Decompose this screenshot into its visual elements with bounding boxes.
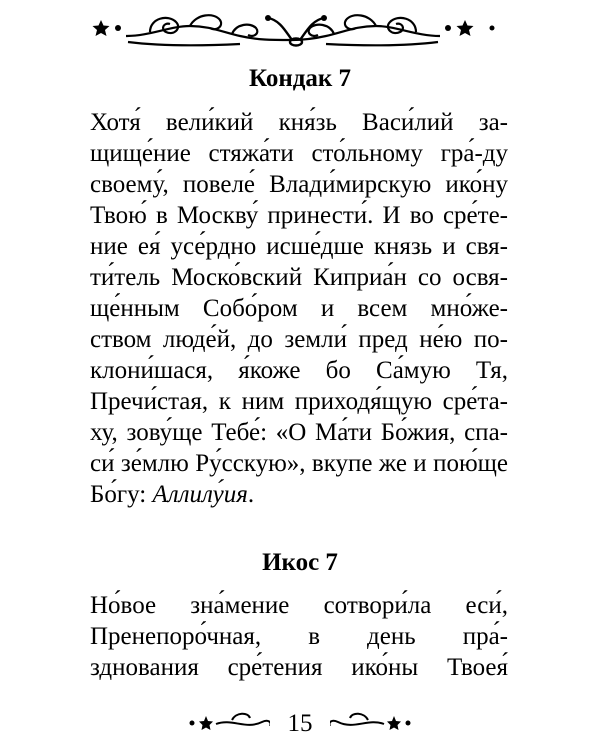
- page-number: 15: [270, 709, 330, 739]
- text-line: Пренепоро́чная, в день пра́-: [90, 623, 508, 650]
- text-line: ху, зову́ще Тебе́: «О Ма́ти Бо́жия, спа-: [90, 419, 508, 446]
- top-ornament: [0, 6, 600, 52]
- ikos-text: [90, 590, 508, 683]
- text-line: ти́тель Моско́вский Киприа́н со освя-: [90, 264, 508, 291]
- text-line: ние ея́ усе́рдно исше́дше князь и свя-: [90, 233, 508, 260]
- text-line: Твою́ в Москву́ принести́. И во сре́те-: [90, 202, 508, 229]
- text-prefix: Бо́гу:: [90, 481, 153, 508]
- text-line: щище́ние стяжа́ти сто́льному гра́-ду: [90, 140, 508, 167]
- text-line: Хотя́ вели́кий кня́зь Васи́лий за-: [90, 109, 508, 136]
- text-line: Но́вое зна́мение сотвори́ла еси́,: [90, 592, 508, 619]
- text-line: Пречи́стая, к ним приходя́щую сре́та-: [90, 388, 508, 415]
- floral-ornament-icon: [0, 6, 600, 52]
- kondak-title: Кондак 7: [248, 65, 352, 92]
- text-line: ством люде́й, до земли́ пред не́ю по-: [90, 326, 508, 353]
- kondak-text: [90, 107, 508, 510]
- text-line: си́ зе́млю Ру́сскую», вкупе же и пою́ще: [90, 450, 508, 477]
- alleluia-text: Аллилу́ия: [152, 481, 248, 508]
- text-line: зднования сре́тения ико́ны Твоея́: [90, 654, 508, 681]
- text-line: ще́нным Собо́ром и всем мно́же-: [90, 295, 508, 322]
- text-suffix: .: [247, 481, 255, 508]
- text-line: клони́шася, я́коже бо Са́мую Тя,: [90, 357, 508, 384]
- text-line-last: [90, 479, 508, 510]
- text-line: своему́, повеле́ Влади́мирскую ико́ну: [90, 171, 508, 198]
- ikos-title: Икос 7: [262, 549, 338, 576]
